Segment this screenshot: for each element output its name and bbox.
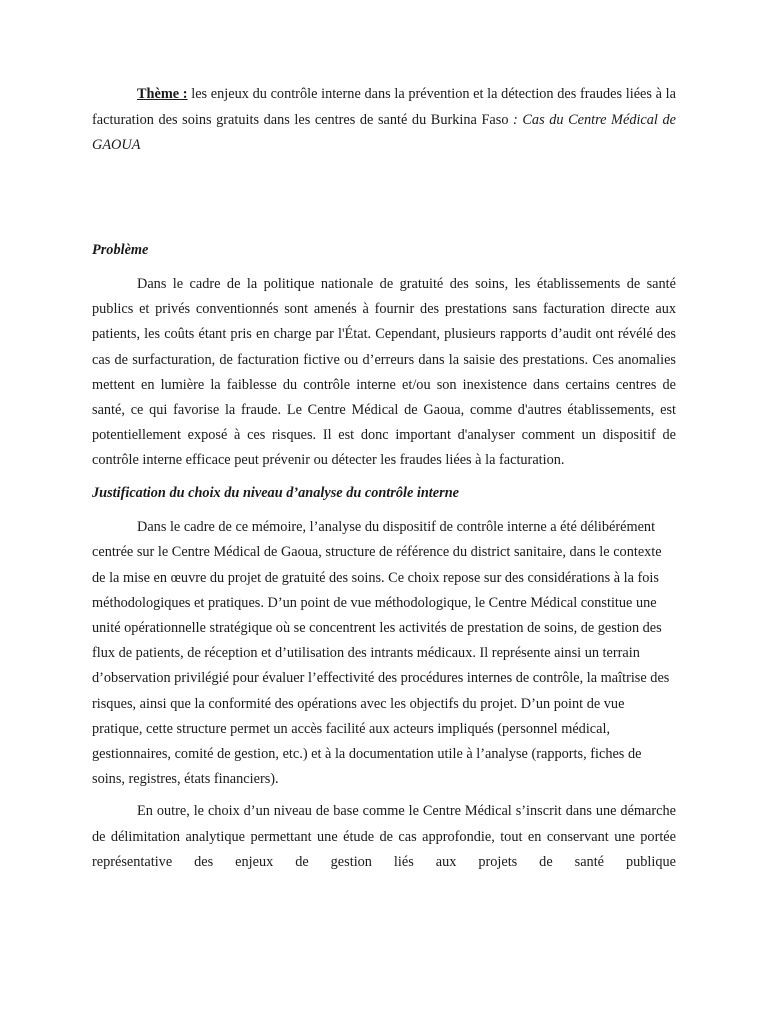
- document-page: [92, 82, 676, 876]
- justification-paragraph-2: En outre, le choix d’un niveau de base comme le Centre Médical s’inscrit dans une démarche de délimitation analytique permettant une étude de cas approfondie, tout en conservant une portée représentative des enjeux de gestion liés aux projets de santé publique: [92, 803, 676, 871]
- theme-paragraph: [92, 82, 676, 159]
- theme-label: Thème :: [137, 86, 188, 102]
- probleme-paragraph: Dans le cadre de la politique nationale de gratuité des soins, les établissements de santé publics et privés conventionnés sont amenés à fournir des prestations sans facturation directe aux patients, les coûts étant pris en charge par l'État. Cependant, plusieurs rapports d’audit ont révélé des cas de surfacturation, de facturation fictive ou d’erreurs dans la saisie des prestations. Ces anomalies mettent en lumière la faiblesse du contrôle interne et/ou son inexistence dans certains centres de santé, ce qui favorise la fraude. Le Centre Médical de Gaoua, comme d'autres établissements, est potentiellement exposé à ces risques. Il est donc important d'analyser comment un dispositif de contrôle interne efficace peut prévenir ou détecter les fraudes liées à la facturation.: [92, 276, 676, 469]
- theme-case-text: : Cas du Centre Médical de GAOUA: [92, 111, 676, 153]
- probleme-heading: Problème: [92, 241, 149, 258]
- theme-text: les enjeux du contrôle interne dans la prévention et la détection des fraudes liées à la facturation des soins gratuits dans les centres de santé du Burkina Faso: [92, 86, 676, 128]
- justification-heading: Justification du choix du niveau d’analyse du contrôle interne: [92, 484, 459, 501]
- justification-paragraph-1: Dans le cadre de ce mémoire, l’analyse du dispositif de contrôle interne a été délibérément centrée sur le Centre Médical de Gaoua, structure de référence du district sanitaire, dans le contexte de la mise en œuvre du projet de gratuité des soins. Ce choix repose sur des considérations à la fois méthodologiques et pratiques. D’un point de vue méthodologique, le Centre Médical constitue une unité opérationnelle stratégique où se concentrent les activités de prestation de soins, de gestion des flux de patients, de réception et d’utilisation des intrants médicaux. Il représente ainsi un terrain d’observation privilégié pour évaluer l’effectivité des procédures internes de contrôle, la maîtrise des risques, ainsi que la conformité des opérations avec les objectifs du projet. D’un point de vue pratique, cette structure permet un accès facilité aux acteurs impliqués (personnel médical, gestionnaires, comité de gestion, etc.) et à la documentation utile à l’analyse (rapports, fiches de soins, registres, états financiers).: [92, 519, 670, 788]
